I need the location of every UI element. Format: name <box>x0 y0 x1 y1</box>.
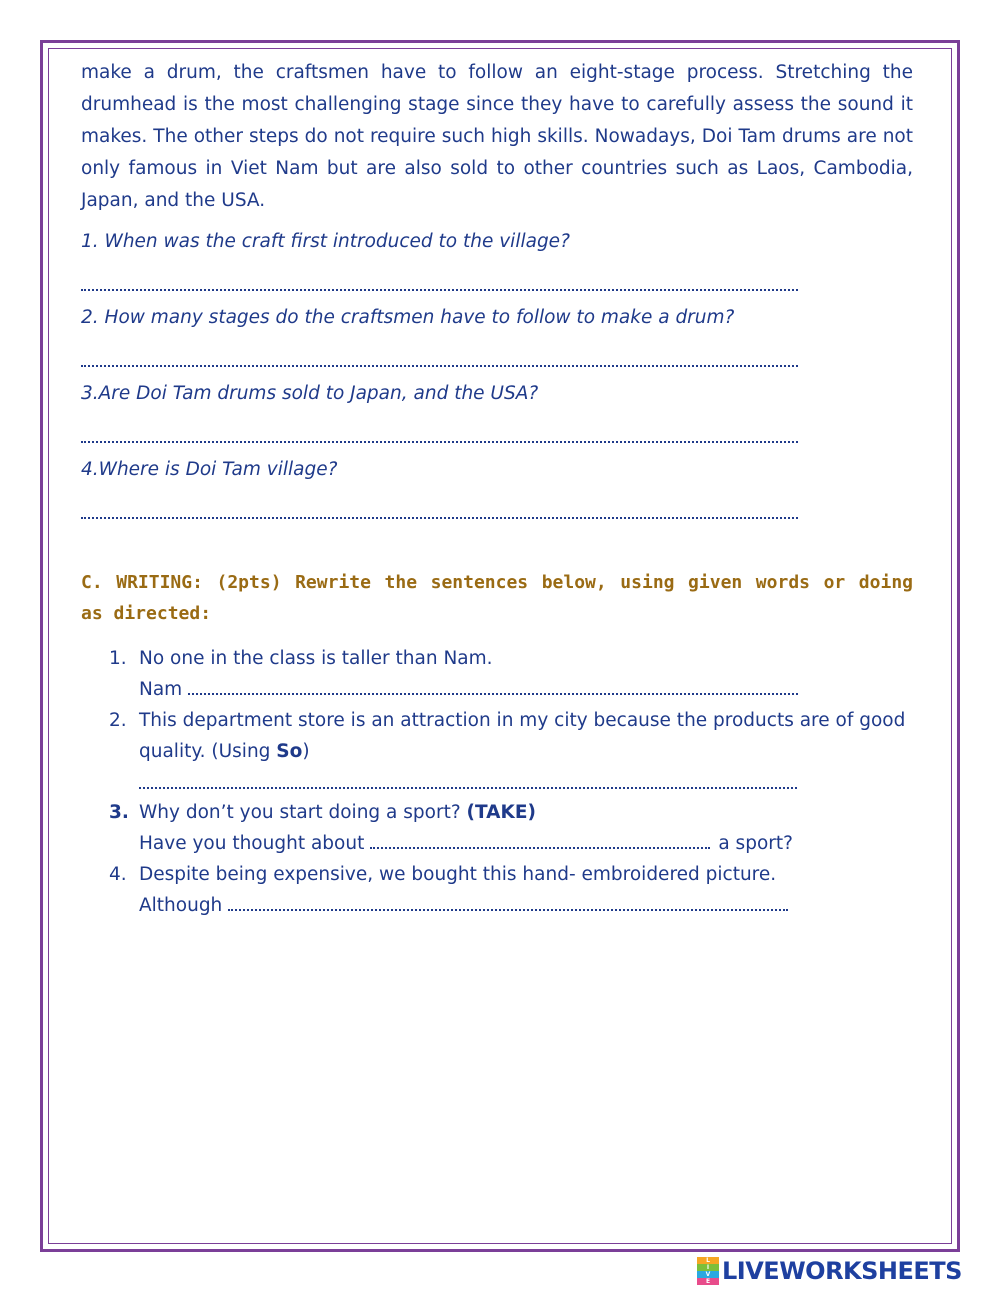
writing-section-heading: C. WRITING: (2pts) Rewrite the sentences below, using given words or doing as directed: <box>81 572 913 624</box>
rewrite-prompt: Nam <box>139 679 183 700</box>
writing-item-2 <box>81 705 913 789</box>
answer-line[interactable] <box>81 345 798 367</box>
writing-item-4 <box>81 859 913 921</box>
item-number: 3. <box>109 802 129 823</box>
answer-line[interactable] <box>81 421 798 443</box>
rewrite-answer-line[interactable] <box>228 899 788 911</box>
item-sentence: No one in the class is taller than Nam. <box>139 648 493 669</box>
question-block-2 <box>81 303 913 367</box>
worksheet-content <box>81 57 913 921</box>
answer-line[interactable] <box>81 269 798 291</box>
logo-letter: V <box>697 1271 719 1278</box>
writing-item-1 <box>81 643 913 705</box>
item-keyword: So <box>276 741 303 762</box>
item-sentence <box>139 797 913 828</box>
question-text: 4.Where is Doi Tam village? <box>81 459 338 480</box>
logo-text: LIVEWORKSHEETS <box>722 1257 962 1285</box>
question-text: 3.Are Doi Tam drums sold to Japan, and the USA? <box>81 383 539 404</box>
item-sentence-text: This department store is an attraction in my city because the products are of good quality. (Using <box>139 710 906 762</box>
question-text: 2. How many stages do the craftsmen have to follow to make a drum? <box>81 307 735 328</box>
question-text: 1. When was the craft first introduced to the village? <box>81 231 570 252</box>
rewrite-prompt: Although <box>139 895 223 916</box>
rewrite-row <box>139 674 913 705</box>
rewrite-answer-line[interactable] <box>370 837 710 849</box>
rewrite-prompt-end: a sport? <box>718 833 793 854</box>
answer-line[interactable] <box>81 497 798 519</box>
item-sentence <box>139 705 913 767</box>
logo-letter: E <box>697 1278 719 1285</box>
item-sentence-text: Why don’t you start doing a sport? <box>139 802 467 823</box>
item-number: 2. <box>109 710 127 731</box>
rewrite-prompt: Have you thought about <box>139 833 365 854</box>
reading-paragraph: make a drum, the craftsmen have to follow an eight-stage process. Stretching the drumhead is the most challenging stage since they have to carefully assess the sound it makes. The other steps do not require such high skills. Nowadays, Doi Tam drums are not only famous in Viet Nam but are also sold to other countries such as Laos, Cambodia, Japan, and the USA. <box>81 62 913 211</box>
rewrite-answer-line[interactable] <box>139 777 797 789</box>
item-sentence: Despite being expensive, we bought this hand- embroidered picture. <box>139 864 777 885</box>
question-block-3 <box>81 379 913 443</box>
logo-mark-icon <box>697 1257 719 1285</box>
writing-list <box>81 643 913 921</box>
liveworksheets-logo <box>697 1256 995 1286</box>
question-block-1 <box>81 227 913 291</box>
item-number: 1. <box>109 648 127 669</box>
item-number: 4. <box>109 864 127 885</box>
question-block-4 <box>81 455 913 519</box>
logo-letter: I <box>697 1264 719 1271</box>
item-sentence-end: ) <box>302 741 310 762</box>
item-keyword: (TAKE) <box>466 802 536 823</box>
rewrite-row <box>139 767 913 789</box>
logo-letter: L <box>697 1257 719 1264</box>
writing-item-3 <box>81 797 913 859</box>
rewrite-row <box>139 828 913 859</box>
rewrite-answer-line[interactable] <box>188 683 798 695</box>
rewrite-row <box>139 890 913 921</box>
